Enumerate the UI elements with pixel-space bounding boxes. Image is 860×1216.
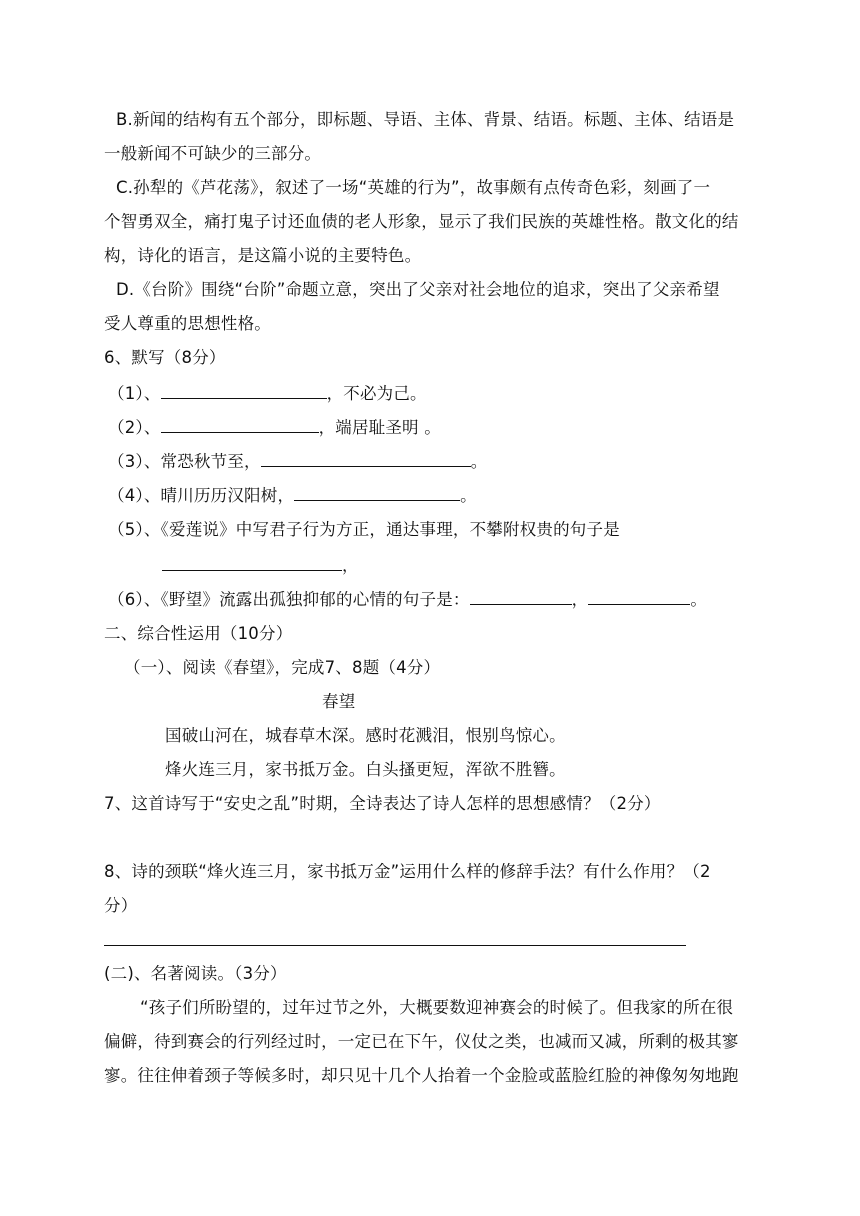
option-d-line-2: 受人尊重的思想性格。 xyxy=(104,314,271,333)
poem-title: 春望 xyxy=(322,692,356,711)
question-6-title: 6、默写（8分） xyxy=(104,348,226,367)
q6-item-5-suffix: ， xyxy=(342,556,359,575)
poem-line-1: 国破山河在，城春草木深。感时花溅泪，恨别鸟惊心。 xyxy=(165,726,566,745)
answer-blank-6b[interactable] xyxy=(588,588,690,605)
option-c-line-3: 构，诗化的语言，是这篇小说的主要特色。 xyxy=(104,246,422,265)
q6-item-6-separator: ， xyxy=(571,590,589,609)
section-2-sub-1: （一）、阅读《春望》，完成7、8题（4分） xyxy=(124,658,441,677)
answer-blank-5[interactable] xyxy=(162,554,342,571)
excerpt-line-2: 偏僻，待到赛会的行列经过时，一定已在下午，仪仗之类，也减而又减，所剩的极其寥 xyxy=(104,1032,739,1051)
question-8-line-2: 分） xyxy=(104,896,138,915)
section-2b-title: (二)、名著阅读。（3分） xyxy=(104,964,287,983)
q6-item-4-suffix: 。 xyxy=(460,486,477,505)
q6-item-5-line-2 xyxy=(162,554,359,578)
answer-blank-4[interactable] xyxy=(294,484,460,501)
q6-item-6 xyxy=(108,588,707,612)
q6-item-6-suffix: 。 xyxy=(690,590,708,609)
q6-item-3-suffix: 。 xyxy=(470,452,488,471)
question-8-line-1: 8、诗的颈联“烽火连三月，家书抵万金”运用什么样的修辞手法？有什么作用？（2 xyxy=(104,862,711,881)
question-7: 7、这首诗写于“安史之乱”时期，全诗表达了诗人怎样的思想感情？（2分） xyxy=(104,794,661,813)
q6-item-2-suffix: ，端居耻圣明 。 xyxy=(318,418,441,437)
option-b-line-1: B.新闻的结构有五个部分，即标题、导语、主体、背景、结语。标题、主体、结语是 xyxy=(116,110,735,129)
q6-item-1-suffix: ，不必为己。 xyxy=(326,384,427,403)
option-d-line-1: D.《台阶》围绕“台阶”命题立意，突出了父亲对社会地位的追求，突出了父亲希望 xyxy=(116,280,720,299)
option-b-line-2: 一般新闻不可缺少的三部分。 xyxy=(104,144,322,163)
option-c-line-2: 个智勇双全，痛打鬼子讨还血债的老人形象，显示了我们民族的英雄性格。散文化的结 xyxy=(104,212,739,231)
poem-line-2: 烽火连三月，家书抵万金。白头搔更短，浑欲不胜簪。 xyxy=(165,760,566,779)
option-c-line-1: C.孙犁的《芦花荡》，叙述了一场“英雄的行为”，故事颇有点传奇色彩，刻画了一 xyxy=(116,178,711,197)
q6-item-3-prefix: （3）、常恐秋节至， xyxy=(108,452,261,471)
q6-item-1-prefix: （1）、 xyxy=(108,384,161,403)
answer-blank-1[interactable] xyxy=(161,382,327,399)
q6-item-4-prefix: （4）、晴川历历汉阳树， xyxy=(108,486,295,505)
q6-item-2-prefix: （2）、 xyxy=(108,418,161,437)
answer-blank-2[interactable] xyxy=(161,416,319,433)
excerpt-line-3: 寥。往往伸着颈子等候多时，却只见十几个人抬着一个金脸或蓝脸红脸的神像匆匆地跑 xyxy=(104,1066,739,1085)
answer-line-q8[interactable] xyxy=(104,945,686,946)
section-2-title: 二、综合性运用（10分） xyxy=(104,624,293,643)
q6-item-1 xyxy=(108,382,427,406)
q6-item-4 xyxy=(108,484,477,508)
answer-blank-6a[interactable] xyxy=(470,588,572,605)
q6-item-5-line-1: （5）、《爱莲说》中写君子行为方正，通达事理，不攀附权贵的句子是 xyxy=(108,520,620,539)
answer-blank-3[interactable] xyxy=(261,450,471,467)
q6-item-3 xyxy=(108,450,487,474)
q6-item-6-prefix: （6）、《野望》流露出孤独抑郁的心情的句子是： xyxy=(108,590,470,609)
excerpt-line-1: “孩子们所盼望的，过年过节之外，大概要数迎神赛会的时候了。但我家的所在很 xyxy=(140,998,734,1017)
q6-item-2 xyxy=(108,416,441,440)
